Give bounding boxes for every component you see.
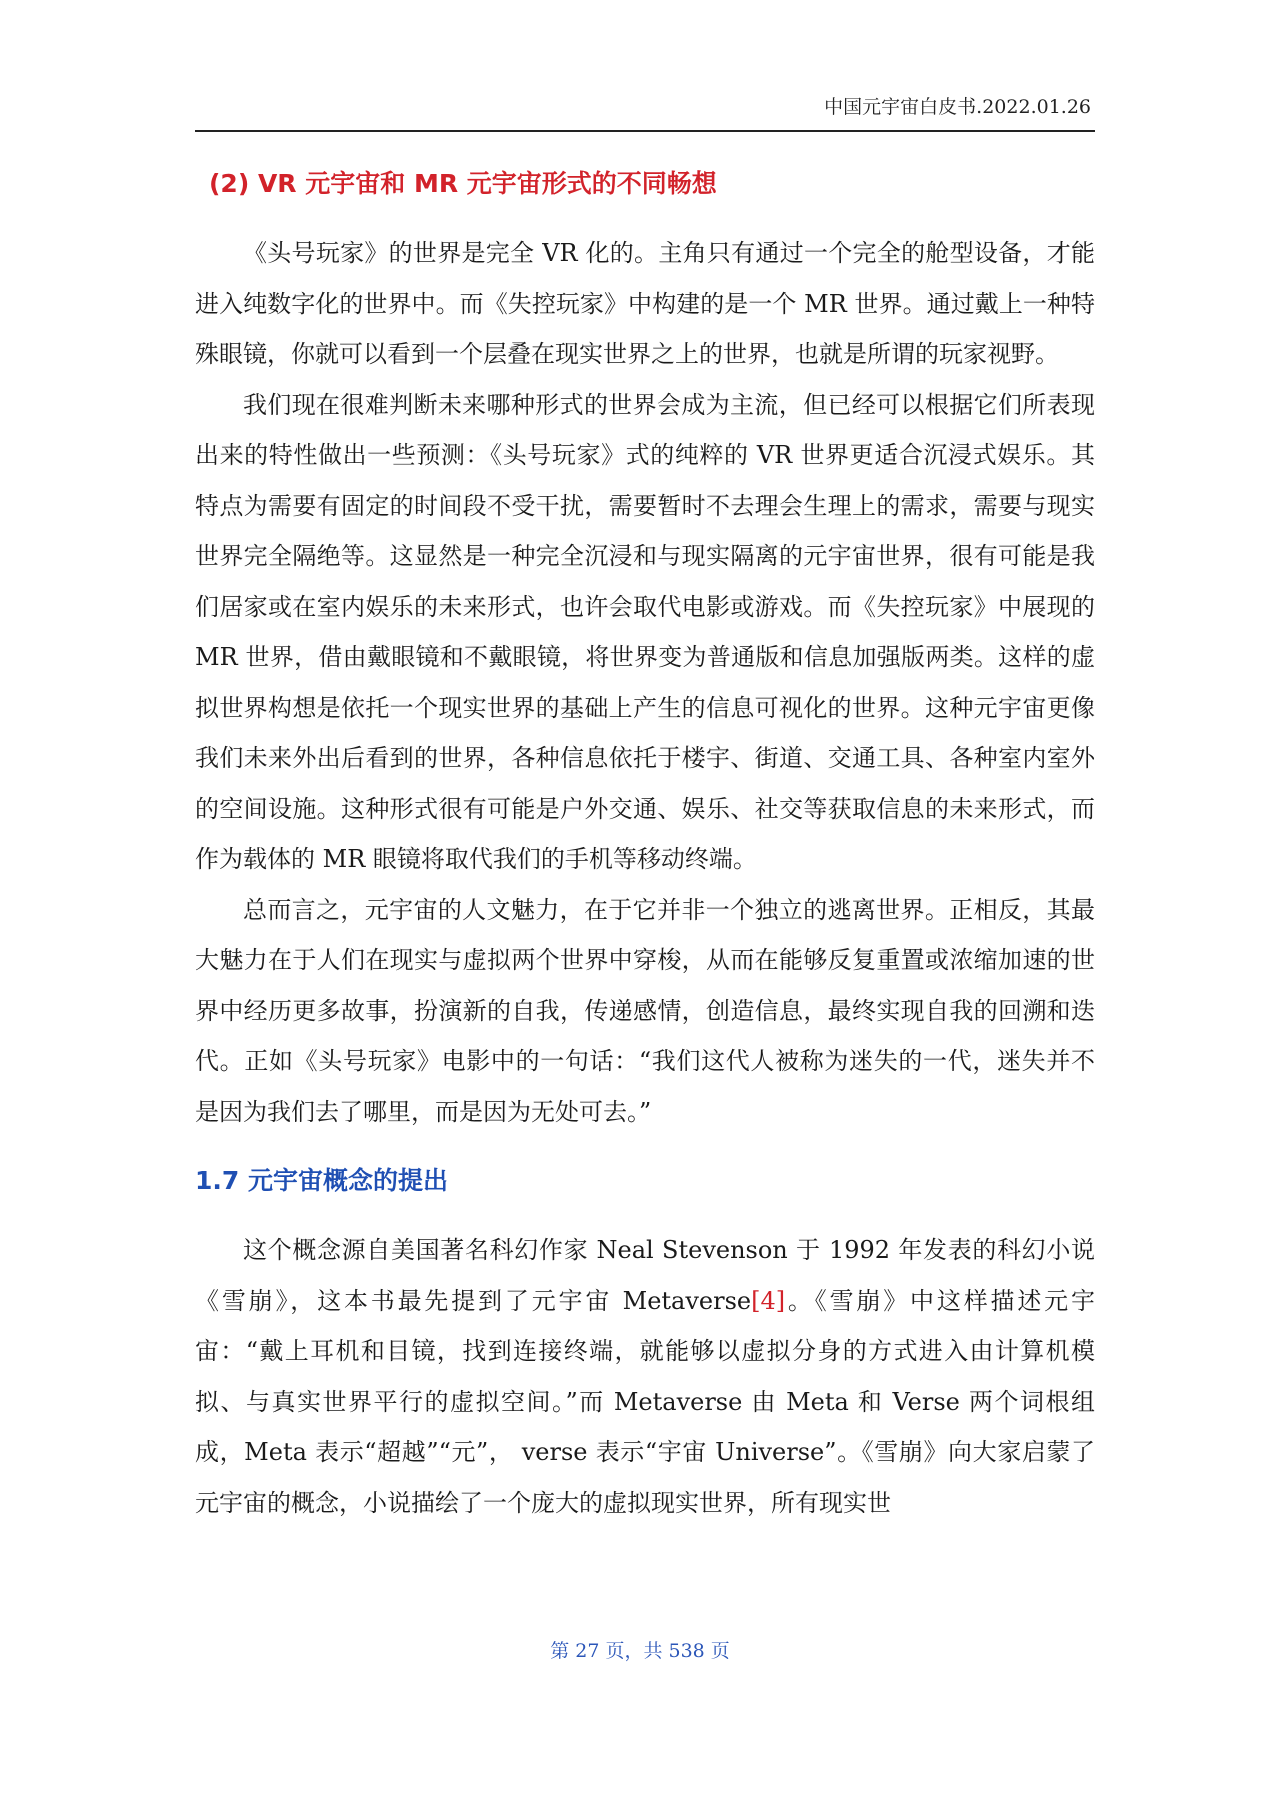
page-number: 第 27 页，共 538 页 (550, 1640, 730, 1662)
paragraph-with-citation (195, 1225, 1095, 1528)
paragraph-text: 这个概念源自美国著名科幻作家 Neal Stevenson 于 1992 年发表的科幻小说《雪崩》，这本书最先提到了元宇宙 Metaverse (195, 1236, 1095, 1315)
paragraph: 《头号玩家》的世界是完全 VR 化的。主角只有通过一个完全的舱型设备，才能进入纯数字化的世界中。而《失控玩家》中构建的是一个 MR 世界。通过戴上一种特殊眼镜，你就可以看到一个层叠在现实世界之上的世界，也就是所谓的玩家视野。 (195, 239, 1095, 368)
section-heading-vr-mr: (2) VR 元宇宙和 MR 元宇宙形式的不同畅想 (209, 169, 717, 198)
page-body (195, 140, 1095, 1528)
section-heading-1-7: 1.7 元宇宙概念的提出 (195, 1166, 448, 1195)
citation-link[interactable]: [4] (751, 1286, 786, 1315)
paragraph: 我们现在很难判断未来哪种形式的世界会成为主流，但已经可以根据它们所表现出来的特性做出一些预测：《头号玩家》式的纯粹的 VR 世界更适合沉浸式娱乐。其特点为需要有固定的时间段不受干扰，需要暂时不去理会生理上的需求，需要与现实世界完全隔绝等。这显然是一种完全沉浸和与现实隔离的元宇宙世界，很有可能是我们居家或在室内娱乐的未来形式，也许会取代电影或游戏。而《失控玩家》中展现的 MR 世界，借由戴眼镜和不戴眼镜，将世界变为普通版和信息加强版两类。这样的虚拟世界构想是依托一个现实世界的基础上产生的信息可视化的世界。这种元宇宙更像我们未来外出后看到的世界，各种信息依托于楼宇、街道、交通工具、各种室内室外的空间设施。这种形式很有可能是户外交通、娱乐、社交等获取信息的未来形式，而作为载体的 MR 眼镜将取代我们的手机等移动终端。 (195, 390, 1095, 873)
paragraph-text: 。《雪崩》中这样描述元宇宙：“戴上耳机和目镜，找到连接终端，就能够以虚拟分身的方式进入由计算机模拟、与真实世界平行的虚拟空间。”而 Metaverse 由 Meta 和 Verse 两个词根组成，Meta 表示“超越”“元”， verse 表示“宇宙 Universe”。《雪崩》向大家启蒙了元宇宙的概念，小说描绘了一个庞大的虚拟现实世界，所有现实世 (195, 1286, 1095, 1517)
document-title: 中国元宇宙白皮书.2022.01.26 (824, 96, 1091, 118)
paragraph: 总而言之，元宇宙的人文魅力，在于它并非一个独立的逃离世界。正相反，其最大魅力在于人们在现实与虚拟两个世界中穿梭，从而在能够反复重置或浓缩加速的世界中经历更多故事，扮演新的自我，传递感情，创造信息，最终实现自我的回溯和迭代。正如《头号玩家》电影中的一句话：“我们这代人被称为迷失的一代，迷失并不是因为我们去了哪里，而是因为无处可去。” (195, 895, 1095, 1126)
page-header (195, 88, 1095, 132)
